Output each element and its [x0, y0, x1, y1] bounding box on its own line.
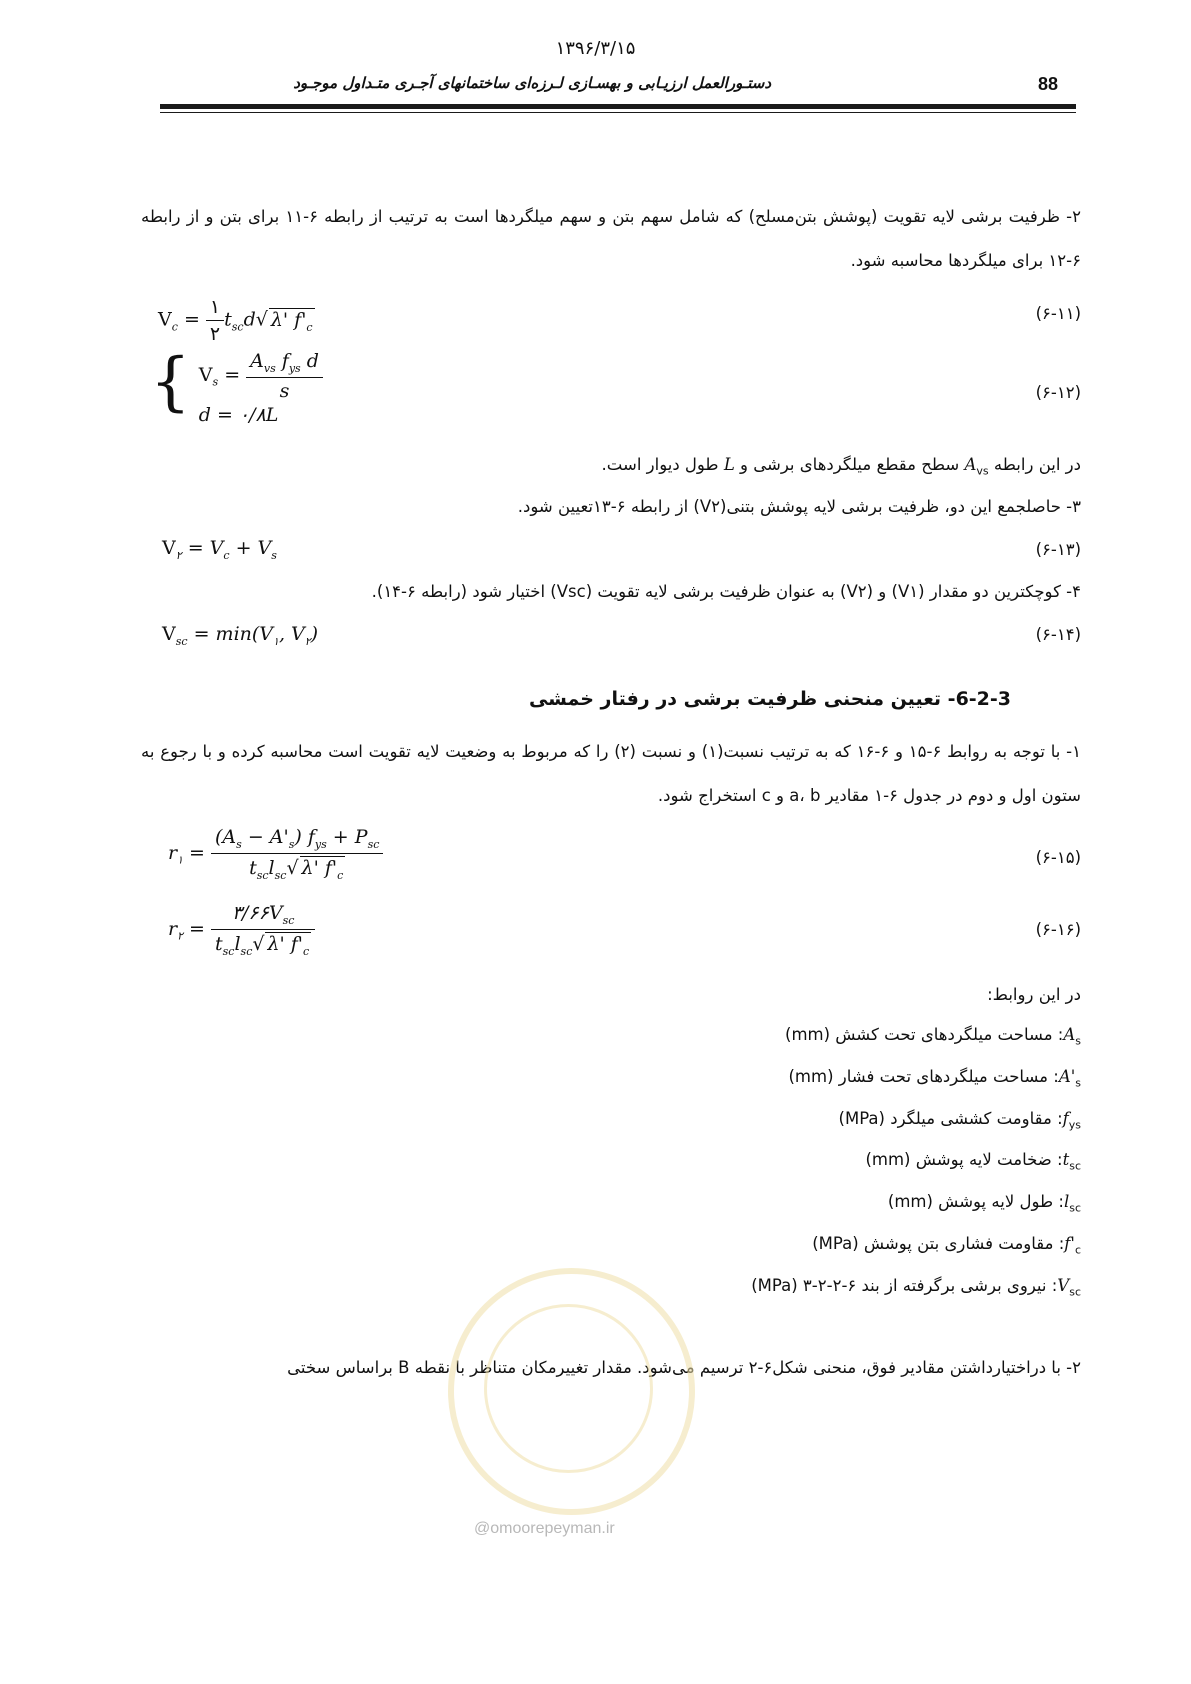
paragraph-step-2-curve: ۲- با دراختیارداشتن مقادیر فوق، منحنی شکل۶-۲ ترسیم می‌شود. مقدار تغییرمکان متناظر با نقطه B براساس سختی — [287, 1358, 1081, 1377]
definition-item: $l_{sc}$: طول لایه پوشش (mm) — [887, 1192, 1081, 1215]
header-date: ۱۳۹۶/۳/۱۵ — [555, 38, 636, 59]
header-rule-thick — [160, 104, 1076, 109]
definition-item: $A'_s$: مساحت میلگردهای تحت فشار (mm) — [788, 1067, 1081, 1090]
watermark-seal — [448, 1268, 695, 1515]
equation-number-6-13: (۶-۱۳) — [1035, 540, 1081, 559]
watermark-seal-inner — [484, 1304, 653, 1473]
definition-item: $V_{sc}$: نیروی برشی برگرفته از بند ۶-۲-۲-۳ (MPa) — [751, 1276, 1081, 1299]
header-title: دستـورالعمل ارزیـابی و بهسـازی لـرزه‌ای ساختمانهای آجـری متـداول موجـود — [293, 74, 771, 92]
watermark-site: @omoorepeyman.ir — [474, 1520, 615, 1537]
definition-item: $f'_c$: مقاومت فشاری بتن پوشش (MPa) — [812, 1234, 1081, 1257]
section-heading: 6-2-3- تعیین منحنی ظرفیت برشی در رفتار خمشی — [528, 688, 1011, 710]
equation-number-6-14: (۶-۱۴) — [1035, 625, 1081, 644]
paragraph-step-1: ۱- با توجه به روابط ۶-۱۵ و ۶-۱۶ که به ترتیب نسبت(۱) و نسبت (۲) را که مربوط به وضعیت لایه تقویت است محاسبه کرده و با رجوع به ستون اول و دوم در جدول ۶-۱ مقادیر a، b و c استخراج شود. — [141, 742, 1081, 805]
equation-number-6-11: (۶-۱۱) — [1035, 304, 1081, 323]
paragraph-step-4: ۴- کوچکترین دو مقدار (V۱) و (V۲) به عنوان ظرفیت برشی لایه تقویت (Vsc) اختیار شود (رابطه ۶-۱۴). — [371, 582, 1081, 601]
equation-number-6-16: (۶-۱۶) — [1035, 920, 1081, 939]
definition-item: $f_{ys}$: مقاومت کششی میلگرد (MPa) — [838, 1109, 1081, 1132]
equation-6-11: $V_c$ = $\frac{۱}{۲}$ $t_{sc}d√$ λ' $f'_c$ — [158, 296, 313, 345]
definition-item: $A_s$: مساحت میلگردهای تحت کشش (mm) — [785, 1025, 1081, 1048]
definitions-intro: در این روابط: — [987, 985, 1081, 1004]
equation-number-6-15: (۶-۱۵) — [1035, 848, 1081, 867]
equation-6-16: $r_۲$ = $\frac{۳/۶۶V_{sc}}{t_{sc}l_{sc}√ \lambda' f'_c}$ — [168, 902, 315, 958]
equation-6-14: $V_{sc} = \min(V_۱$, $V_۲$) — [162, 623, 319, 648]
header-rule-thin — [160, 112, 1076, 113]
definition-item: $t_{sc}$: ضخامت لایه پوشش (mm) — [865, 1150, 1081, 1173]
equation-6-12: { $V_s$ = $\frac{A_{vs} f_{ys} d}{s}$ d = ۰/۸L — [150, 350, 323, 426]
paragraph-step-3: ۳- حاصلجمع این دو، ظرفیت برشی لایه پوشش بتنی(V۲) از رابطه ۶-۱۳تعیین شود. — [517, 497, 1081, 516]
equation-number-6-12: (۶-۱۲) — [1035, 383, 1081, 402]
equation-6-15: $r_۱$ = $\frac{(A_s - A'_s) f_{ys} + P_{sc}}{t_{sc}l_{sc}√ \lambda' f'_c}$ — [168, 826, 383, 882]
equation-6-13: $V_۲ = V_c + V_s$ — [162, 537, 277, 562]
paragraph-variables: در این رابطه $A_{vs}$ سطح مقطع میلگردهای برشی و L طول دیوار است. — [601, 455, 1081, 478]
paragraph-step-2: ۲- ظرفیت برشی لایه تقویت (پوشش بتن‌مسلح) که شامل سهم بتن و سهم میلگردها است به ترتیب از رابطه ۶-۱۱ برای بتن و از رابطه ۶-۱۲ برای میلگردها محاسبه شود. — [141, 207, 1081, 270]
page-number: 88 — [1038, 74, 1059, 94]
